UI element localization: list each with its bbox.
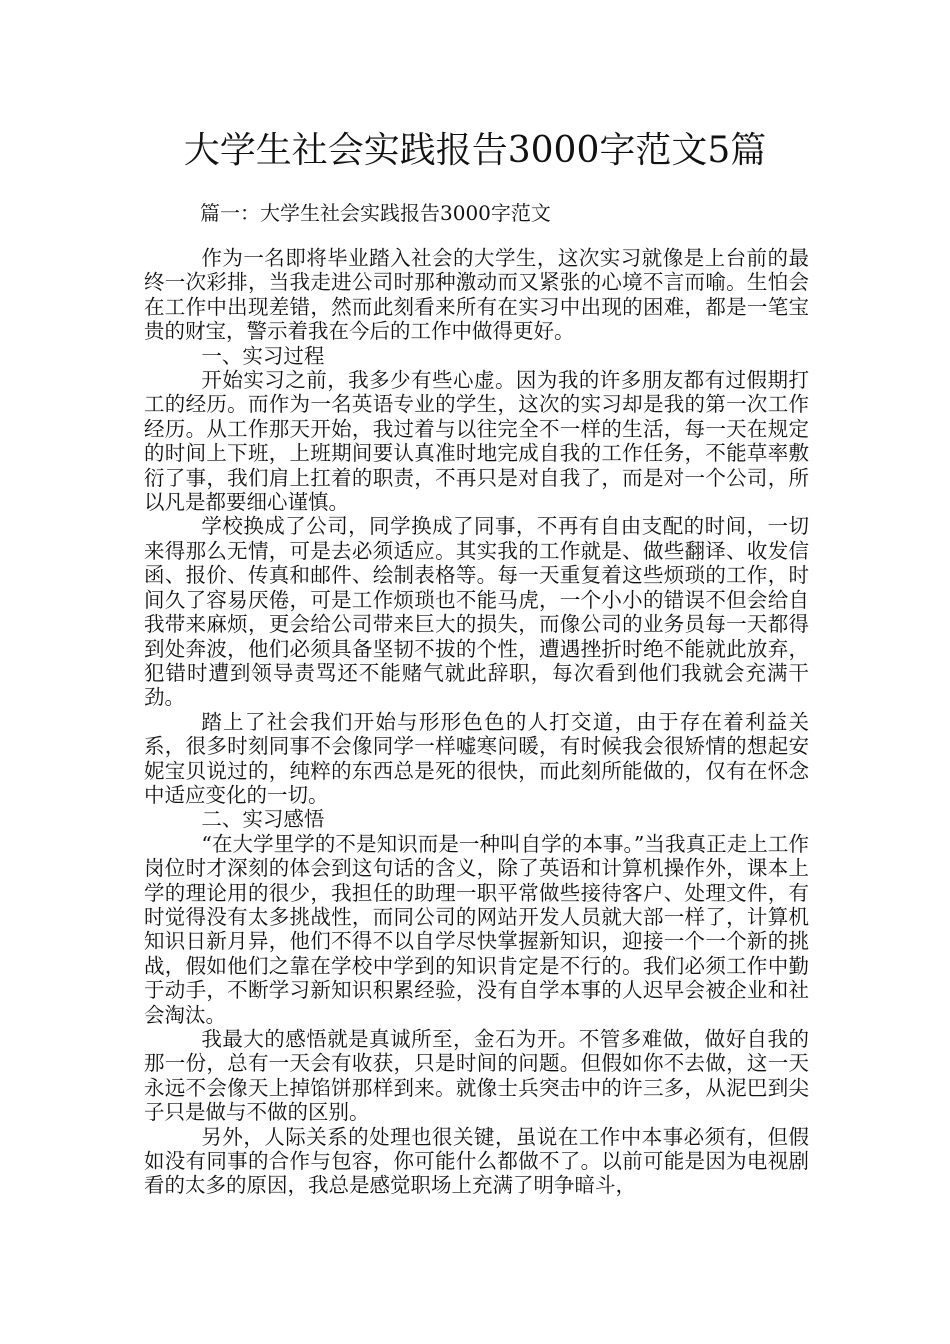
- paragraph-process-1: 开始实习之前，我多少有些心虚。因为我的许多朋友都有过假期打工的经历。而作为一名英语专业的学生，这次的实习却是我的第一次工作经历。从工作那天开始，我过着与以往完全不一样的生活，每一天在规定的时间上下班，上班期间要认真准时地完成自我的工作任务，不能草率敷衍了事，我们肩上扛着的职责，不再只是对自我了，而是对一个公司，所以凡是都要细心谨慎。: [144, 368, 809, 515]
- document-body: [144, 246, 809, 1198]
- paragraph-process-2: 学校换成了公司，同学换成了同事，不再有自由支配的时间，一切来得那么无情，可是去必须适应。其实我的工作就是、做些翻译、收发信函、报价、传真和邮件、绘制表格等。每一天重复着这些烦琐的工作，时间久了容易厌倦，可是工作烦琐也不能马虎，一个小小的错误不但会给自我带来麻烦，更会给公司带来巨大的损失，而像公司的业务员每一天都得到处奔波，他们必须具备坚韧不拔的个性，遭遇挫折时绝不能就此放弃，犯错时遭到领导责骂还不能赌气就此辞职，每次看到他们我就会充满干劲。: [144, 514, 809, 710]
- paragraph-intro: 作为一名即将毕业踏入社会的大学生，这次实习就像是上台前的最终一次彩排，当我走进公司时那种激动而又紧张的心境不言而喻。生怕会在工作中出现差错，然而此刻看来所有在实习中出现的困难，都是一笔宝贵的财宝，警示着我在今后的工作中做得更好。: [144, 246, 809, 344]
- section-heading-process: 一、实习过程: [201, 343, 325, 368]
- paragraph-reflection-3: 另外，人际关系的处理也很关键，虽说在工作中本事必须有，但假如没有同事的合作与包容，你可能什么都做不了。以前可能是因为电视剧看的太多的原因，我总是感觉职场上充满了明争暗斗，: [144, 1124, 809, 1198]
- article-heading: 篇一：大学生社会实践报告3000字范文: [200, 201, 551, 225]
- paragraph-reflection-2: 我最大的感悟就是真诚所至，金石为开。不管多难做，做好自我的那一份，总有一天会有收获，只是时间的问题。但假如你不去做，这一天永远不会像天上掉馅饼那样到来。就像士兵突击中的许三多，从泥巴到尖子只是做与不做的区别。: [144, 1027, 809, 1125]
- paragraph-process-3: 踏上了社会我们开始与形形色色的人打交道，由于存在着利益关系，很多时刻同事不会像同学一样嘘寒问暖，有时候我会很矫情的想起安妮宝贝说过的，纯粹的东西总是死的很快，而此刻所能做的，仅有在怀念中适应变化的一切。: [144, 709, 809, 807]
- paragraph-reflection-1: “在大学里学的不是知识而是一种叫自学的本事。”当我真正走上工作岗位时才深刻的体会到这句话的含义，除了英语和计算机操作外，课本上学的理论用的很少，我担任的助理一职平常做些接待客户、处理文件，有时觉得没有太多挑战性，而同公司的网站开发人员就大部一样了，计算机知识日新月异，他们不得不以自学尽快掌握新知识，迎接一个一个新的挑战，假如他们之靠在学校中学到的知识肯定是不行的。我们必须工作中勤于动手，不断学习新知识积累经验，没有自学本事的人迟早会被企业和社会淘汰。: [144, 831, 809, 1027]
- section-heading-reflection: 二、实习感悟: [201, 807, 325, 832]
- document-title: 大学生社会实践报告3000字范文5篇: [183, 130, 767, 171]
